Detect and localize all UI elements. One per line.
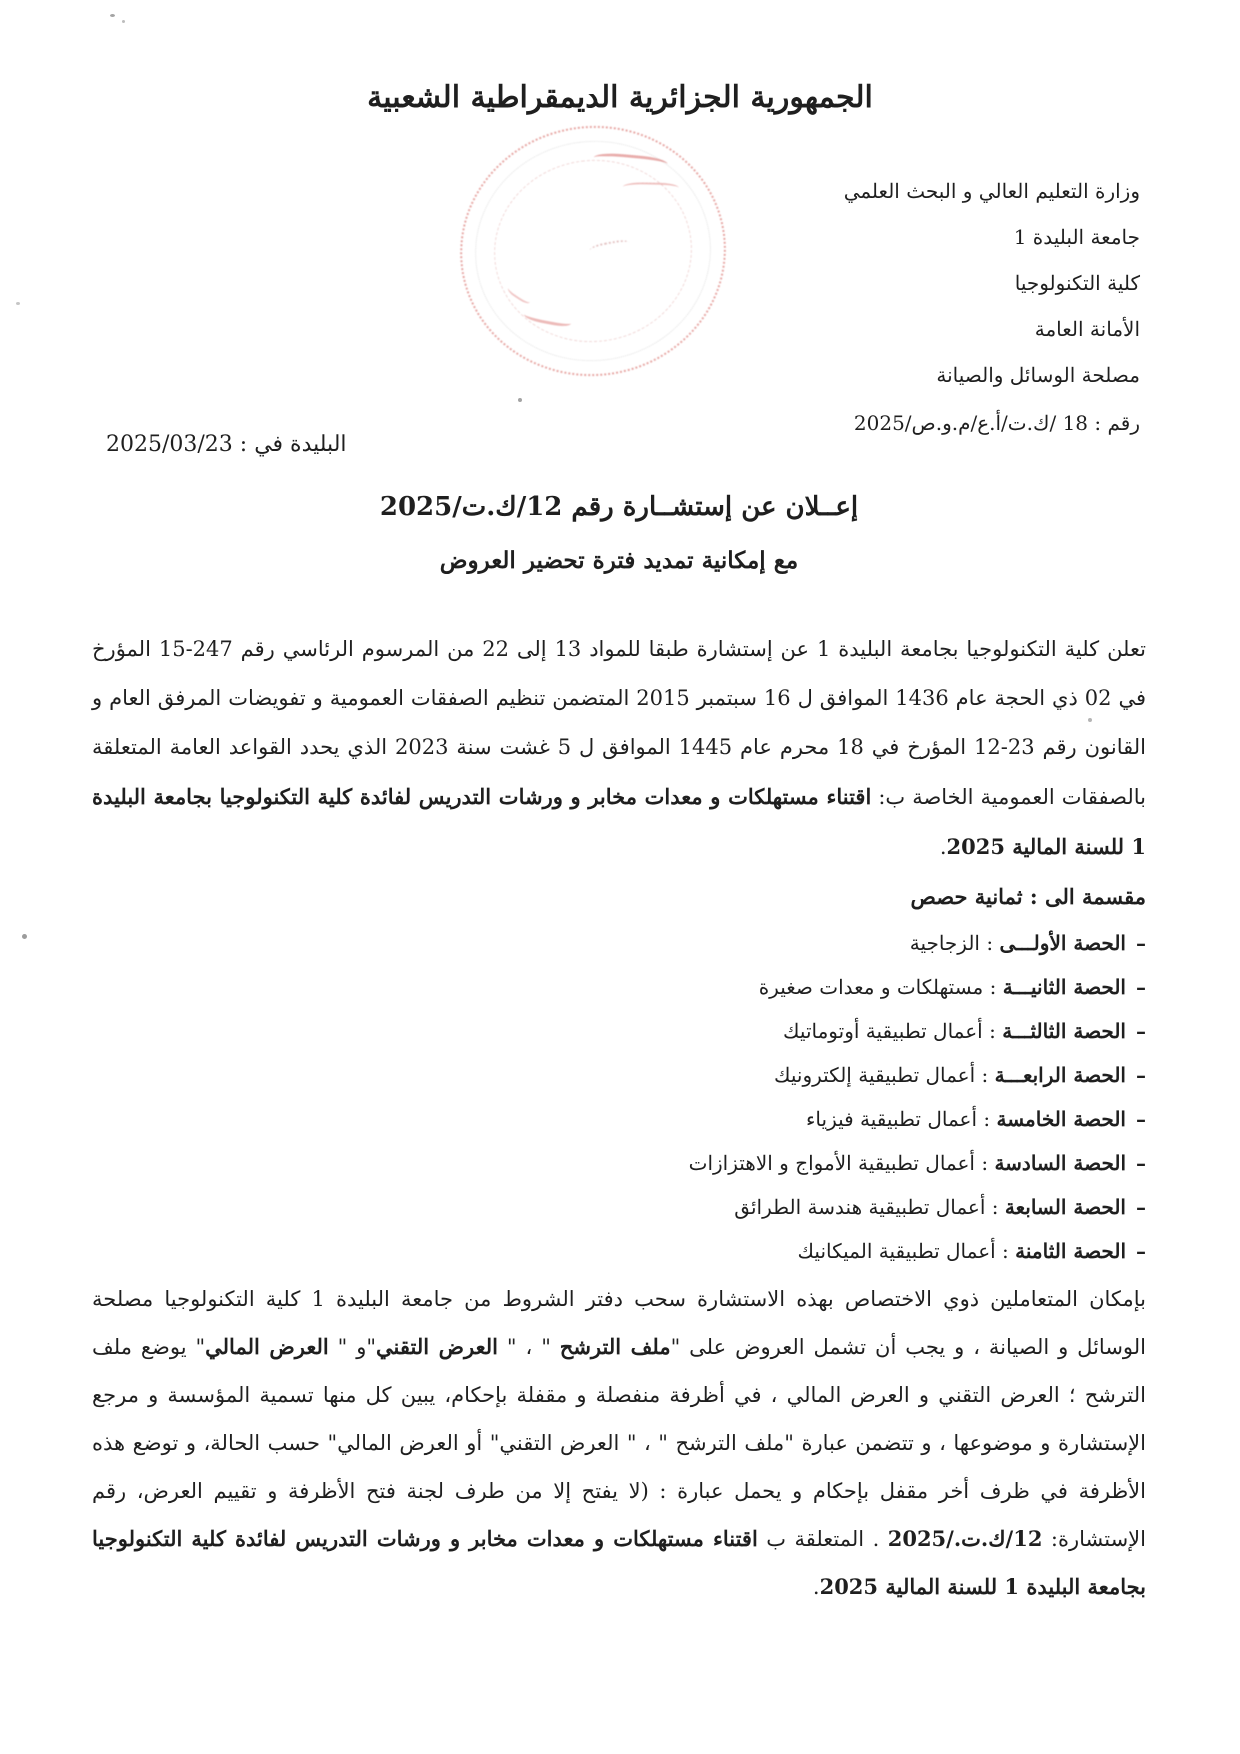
p2-bold-subject: اقتناء مستهلكات و معدات مخابر و ورشات التدريس لفائدة كلية التكنولوجيا بجامعة البليدة 1 للسنة المالية 2025 — [92, 1526, 1146, 1599]
lot-dash: – — [1136, 1239, 1146, 1263]
p2-segment: . المتعلقة ب — [757, 1527, 888, 1551]
lot-dash: – — [1136, 1019, 1146, 1043]
letterhead-ministry: وزارة التعليم العالي و البحث العلمي — [843, 179, 1140, 203]
lot-item-2 — [92, 965, 1146, 1009]
stamp-mid-ring — [484, 149, 703, 354]
lot-desc: : الزجاجية — [909, 931, 1000, 955]
paragraph-consultation-intro — [92, 625, 1146, 872]
lot-desc: : أعمال تطبيقية الميكانيك — [797, 1239, 1016, 1263]
p1-subject-bold: اقتناء مستهلكات و معدات مخابر و ورشات التدريس لفائدة كلية التكنولوجيا بجامعة البليدة 1 للسنة المالية 2025 — [92, 784, 1146, 859]
letterhead-faculty: كلية التكنولوجيا — [1014, 271, 1140, 295]
lot-name: الحصة السابعة — [1004, 1195, 1126, 1219]
lot-item-7 — [92, 1185, 1146, 1229]
letterhead — [844, 168, 1140, 446]
letterhead-service: مصلحة الوسائل والصيانة — [936, 363, 1140, 387]
lot-item-4 — [92, 1053, 1146, 1097]
official-red-stamp — [446, 111, 740, 392]
announcement-title: إعــلان عن إستشــارة رقم 12/ك.ت/2025 — [379, 492, 859, 522]
lot-name: الحصة الثانيـــة — [1002, 975, 1126, 999]
p2-bold-candidacy-file: ملف الترشح — [559, 1334, 671, 1359]
stamp-ink-mark — [593, 152, 668, 173]
p2-bold-technical-offer: العرض التقني — [376, 1334, 498, 1359]
lot-desc: : أعمال تطبيقية فيزياء — [806, 1107, 997, 1131]
scan-artifact — [22, 934, 27, 939]
lot-dash: – — [1136, 931, 1146, 955]
stamp-ink-mark — [523, 307, 573, 329]
lot-name: الحصة الأولـــى — [999, 931, 1126, 955]
p2-bold-consultation-number: 12/ك.ت./2025 — [887, 1526, 1043, 1551]
dateline: البليدة في : 2025/03/23 — [106, 432, 347, 457]
p2-bold-financial-offer: العرض المالي — [205, 1334, 329, 1359]
stamp-outer-ring — [446, 111, 740, 392]
p1-intro-text: تعلن كلية التكنولوجيا بجامعة البليدة 1 عن إستشارة طبقا للمواد 13 إلى 22 من المرسوم الرئاسي رقم 247-15 المؤرخ في 02 ذي الحجة عام 1436 الموافق ل 16 سبتمبر 2015 المتضمن تنظيم الصفقات العمومية و تفويضات المرفق العام و القانون رقم 23-12 المؤرخ في 18 محرم عام 1445 الموافق ل 5 غشت سنة 2023 الذي يحدد القواعد العامة المتعلقة بالصفقات العمومية الخاصة ب: — [92, 637, 1146, 809]
p2-segment: "و " — [328, 1335, 377, 1359]
stamp-ink-mark — [589, 238, 630, 256]
lot-item-1 — [92, 921, 1146, 965]
lot-dash: – — [1136, 1107, 1146, 1131]
lot-name: الحصة السادسة — [994, 1151, 1126, 1175]
lot-item-6 — [92, 1141, 1146, 1185]
republic-title: الجمهورية الجزائرية الديمقراطية الشعبية — [367, 80, 873, 115]
p2-segment: " يوضع ملف الترشح ؛ العرض التقني و العرض المالي ، في أظرفة منفصلة و مقفلة بإحكام، يبين كل منها تسمية المؤسسة و مرجع الإستشارة و موضوعها ، و تتضمن عبارة "ملف الترشح " ، " العرض التقني" أو العرض المالي" حسب الحالة، و توضع هذه الأظرفة في ظرف أخر مقفل بإحكام و يحمل عبارة : (لا يفتح إلا من طرف لجنة فتح الأظرفة و تقييم العرض، رقم الإستشارة: — [92, 1335, 1146, 1551]
lot-name: الحصة الخامسة — [996, 1107, 1126, 1131]
paragraph-submission-instructions — [92, 1275, 1146, 1611]
division-line: مقسمة الى : ثمانية حصص — [910, 884, 1146, 909]
announcement-subtitle: مع إمكانية تمديد فترة تحضير العروض — [439, 547, 799, 574]
stamp-ink-mark — [623, 182, 679, 195]
lot-dash: – — [1136, 975, 1146, 999]
lot-desc: : مستهلكات و معدات صغيرة — [758, 975, 1003, 999]
scan-artifact — [16, 302, 20, 305]
lot-dash: – — [1136, 1063, 1146, 1087]
lot-item-3 — [92, 1009, 1146, 1053]
lots-list — [92, 921, 1146, 1273]
lot-desc: : أعمال تطبيقية إلكترونيك — [773, 1063, 995, 1087]
lot-dash: – — [1136, 1151, 1146, 1175]
document-body — [92, 488, 1146, 1611]
p2-segment: " ، " — [497, 1335, 560, 1359]
stamp-inner-gray-ring — [462, 127, 723, 374]
scan-artifact — [110, 14, 115, 17]
scan-artifact — [518, 398, 522, 402]
scan-artifact — [122, 20, 125, 23]
reference-number: رقم : 18 /ك.ت/أ.ع/م.و.ص/2025 — [853, 411, 1140, 435]
stamp-ink-mark — [506, 283, 533, 306]
p2-period: . — [812, 1575, 820, 1599]
lot-item-5 — [92, 1097, 1146, 1141]
lot-dash: – — [1136, 1195, 1146, 1219]
lot-name: الحصة الرابعـــة — [994, 1063, 1126, 1087]
p2-segment: بإمكان المتعاملين ذوي الاختصاص بهذه الاستشارة سحب دفتر الشروط من جامعة البليدة 1 كلية التكنولوجيا مصلحة الوسائل و الصيانة ، و يجب أن تشمل العروض على " — [92, 1287, 1147, 1359]
lot-desc: : أعمال تطبيقية الأمواج و الاهتزازات — [688, 1151, 995, 1175]
p1-period: . — [939, 835, 947, 859]
lot-item-8 — [92, 1229, 1146, 1273]
letterhead-secretariat: الأمانة العامة — [1034, 317, 1140, 341]
lot-desc: : أعمال تطبيقية هندسة الطرائق — [734, 1195, 1005, 1219]
lot-name: الحصة الثالثـــة — [1002, 1019, 1126, 1043]
lot-desc: : أعمال تطبيقية أوتوماتيك — [783, 1019, 1003, 1043]
letterhead-university: جامعة البليدة 1 — [1013, 225, 1140, 249]
lot-name: الحصة الثامنة — [1015, 1239, 1126, 1263]
